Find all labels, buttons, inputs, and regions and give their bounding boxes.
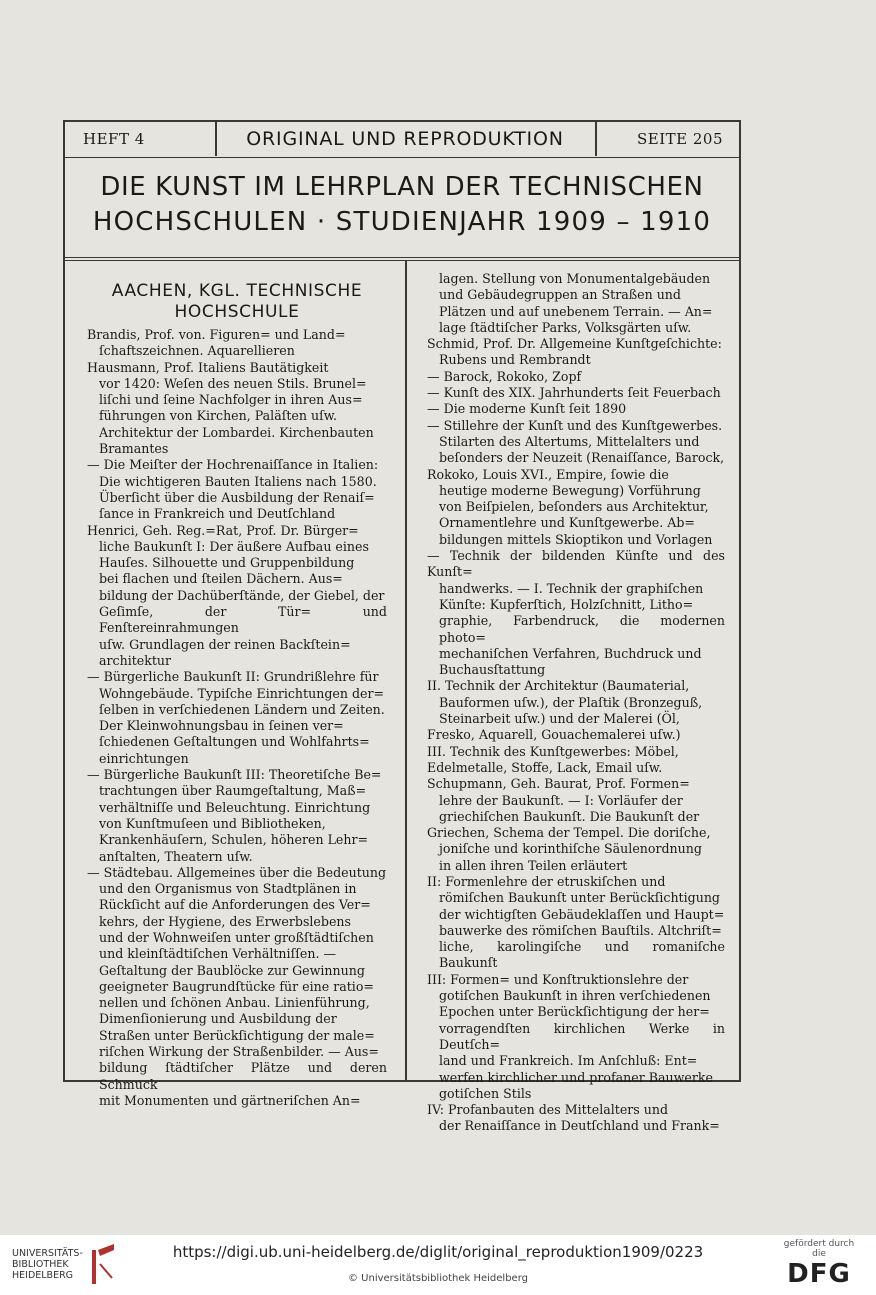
column-divider [405, 261, 407, 1081]
text-line: gotiſchen Stils [439, 1085, 532, 1101]
text-line: Stilarten des Altertums, Mittelalters und [439, 433, 700, 449]
text-line: und kleinſtädtiſchen Verhältniſſen. — [99, 946, 337, 962]
text-line: mechaniſchen Verfahren, Buchdruck und [439, 645, 702, 661]
left-column-text [87, 327, 387, 1109]
running-header [65, 122, 739, 158]
permalink-url[interactable]: https://digi.ub.uni-heidelberg.de/diglit/original_reproduktion1909/0223 [172, 1243, 704, 1261]
dfg-wordmark: DFG [787, 1259, 851, 1289]
text-line: Bramantes [99, 441, 169, 457]
text-line: bildungen mittels Skioptikon und Vorlagen [439, 531, 713, 547]
page-number: SEITE 205 [636, 130, 723, 148]
text-line: Epochen unter Berückſichtigung der her= [439, 1004, 710, 1020]
text-line: liſchi und ſeine Nachfolger in ihren Aus= [99, 392, 363, 408]
text-line: — Die moderne Kunſt ſeit 1890 [427, 401, 627, 417]
text-line: uſw. Grundlagen der reinen Backſtein= [99, 636, 351, 652]
text-line: kehrs, der Hygiene, des Erwerbslebens [99, 913, 351, 929]
right-column-text [427, 271, 725, 1135]
text-line: Rubens und Rembrandt [439, 352, 591, 368]
text-line: bildung der Dachüberſtände, der Giebel, der [99, 587, 385, 603]
text-line: bei flachen und ſteilen Dächern. Aus= [99, 571, 343, 587]
text-line: der Renaiſſance in Deutſchland und Frank= [439, 1118, 720, 1134]
text-line: riſchen Wirkung der Straßenbilder. — Aus= [99, 1044, 379, 1060]
text-line: land und Frankreich. Im Anſchluß: Ent= [439, 1053, 698, 1069]
text-line: Steinarbeit uſw.) und der Malerei (Öl, [439, 711, 680, 727]
text-line: Schupmann, Geh. Baurat, Prof. Formen= [427, 776, 690, 792]
text-line: lage ſtädtiſcher Parks, Volksgärten uſw. [439, 319, 692, 335]
text-line: Geſimſe, der Tür= und Fenſtereinrahmungen [99, 604, 387, 636]
text-line: und der Wohnweiſen unter großſtädtiſchen [99, 929, 374, 945]
text-line: vorragendſten kirchlichen Werke in Deutſch= [439, 1020, 725, 1052]
text-line: Bauformen uſw.), der Plaſtik (Bronzeguß, [439, 694, 703, 710]
article-body [65, 260, 739, 1134]
text-line: und Gebäudegruppen an Straßen und [439, 287, 681, 303]
text-line: architektur [99, 652, 172, 668]
text-line: lehre der Baukunſt. — I: Vorläufer der [439, 792, 683, 808]
text-line: Dimenſionierung und Ausbildung der [99, 1011, 337, 1027]
library-name-line-1: UNIVERSITÄTS- [12, 1248, 83, 1259]
text-line: — Technik der bildenden Künſte und des Kunſt= [427, 548, 725, 580]
text-line: griechiſchen Baukunſt. Die Baukunſt der [439, 808, 700, 824]
text-line: bauwerke des römiſchen Bauſtils. Altchriſt= [439, 922, 722, 938]
text-line: geeigneter Baugrundſtücke für eine ratio= [99, 978, 374, 994]
text-line: Die wichtigeren Bauten Italiens nach 1580. [99, 473, 377, 489]
title-line-2: HOCHSCHULEN · STUDIENJAHR 1909 – 1910 [92, 207, 712, 237]
text-line: — Stillehre der Kunſt und des Kunſtgewerbes. [427, 417, 723, 433]
text-line: anſtalten, Theatern uſw. [99, 848, 253, 864]
text-line: gotiſchen Baukunſt in ihren verſchiedenen [439, 988, 711, 1004]
text-line: Hauſes. Silhouette und Gruppenbildung [99, 555, 355, 571]
issue-label: HEFT 4 [83, 130, 145, 148]
text-line: — Die Meiſter der Hochrenaiſſance in Italien: [87, 457, 379, 473]
article-title [65, 158, 739, 258]
text-line: handwerks. — I. Technik der graphiſchen [439, 580, 704, 596]
text-line: — Städtebau. Allgemeines über die Bedeutung [87, 864, 387, 880]
text-line: führungen von Kirchen, Paläſten uſw. [99, 408, 338, 424]
text-line: Schmid, Prof. Dr. Allgemeine Kunſtgeſchichte: [427, 336, 722, 352]
page-frame [63, 120, 741, 1134]
text-line: trachtungen über Raumgeſtaltung, Maß= [99, 783, 367, 799]
text-line: Ornamentlehre und Kunſtgewerbe. Ab= [439, 515, 695, 531]
text-line: Hausmann, Prof. Italiens Bautätigkeit [87, 359, 329, 375]
text-line: IV: Profanbauten des Mittelalters und [427, 1102, 669, 1118]
text-line: liche Baukunſt I: Der äußere Aufbau eines [99, 538, 369, 554]
library-name-line-3: HEIDELBERG [12, 1270, 74, 1281]
text-line: verhältniſſe und Beleuchtung. Einrichtung [99, 799, 371, 815]
text-line: Künſte: Kupferſtich, Holzſchnitt, Litho= [439, 596, 694, 612]
text-line: römiſchen Baukunſt unter Berückſichtigung [439, 890, 720, 906]
copyright-notice: © Universitätsbibliothek Heidelberg [347, 1273, 528, 1284]
text-line: III. Technik des Kunſtgewerbes: Möbel, [427, 743, 679, 759]
text-line: Griechen, Schema der Tempel. Die doriſche, [427, 825, 711, 841]
text-line: in allen ihren Teilen erläutert [439, 857, 628, 873]
text-line: und den Organismus von Stadtplänen in [99, 881, 357, 897]
text-line: Brandis, Prof. von. Figuren= und Land= [87, 327, 346, 342]
text-line: Rokoko, Louis XVI., Empire, ſowie die [427, 466, 669, 482]
left-column [87, 281, 387, 1109]
text-line: von Beiſpielen, beſonders aus Architektur, [439, 499, 709, 515]
text-line: ſance in Frankreich und Deutſchland [99, 506, 336, 522]
text-line: einrichtungen [99, 750, 189, 766]
text-line: Der Kleinwohnungsbau in ſeinen ver= [99, 718, 344, 734]
text-line: der wichtigſten Gebäudeklaſſen und Haupt= [439, 906, 725, 922]
text-line: ſelben in verſchiedenen Ländern und Zeiten. [99, 701, 385, 717]
text-line: Geſtaltung der Baublöcke zur Gewinnung [99, 962, 365, 978]
text-line: Überſicht über die Ausbildung der Renaiſ= [99, 489, 375, 505]
text-line: Rückſicht auf die Anforderungen des Ver= [99, 897, 371, 913]
text-line: bildung ſtädtiſcher Plätze und deren Schmuck [99, 1060, 387, 1092]
heading-line-1: AACHEN, KGL. TECHNISCHE [111, 281, 363, 301]
text-line: Fresko, Aquarell, Gouachemalerei uſw.) [427, 727, 681, 743]
text-line: heutige moderne Bewegung) Vorführung [439, 482, 701, 498]
text-line: Architektur der Lombardei. Kirchenbauten [99, 424, 374, 440]
text-line: beſonders der Neuzeit (Renaiſſance, Barock, [439, 450, 725, 466]
heading-line-2: HOCHSCHULE [174, 302, 300, 322]
text-line: von Kunſtmuſeen und Bibliotheken, [99, 815, 326, 831]
text-line: graphie, Farbendruck, die modernen photo= [439, 613, 725, 645]
dfg-logo[interactable] [776, 1239, 862, 1289]
text-line: ſchaftszeichnen. Aquarellieren [99, 343, 295, 359]
text-line: lagen. Stellung von Monumentalgebäuden [439, 271, 711, 286]
text-line: Krankenhäuſern, Schulen, höheren Lehr= [99, 832, 369, 848]
text-line: Henrici, Geh. Reg.=Rat, Prof. Dr. Bürger= [87, 522, 359, 538]
text-line: Buchausſtattung [439, 662, 546, 678]
text-line: II: Formenlehre der etruskiſchen und [427, 873, 666, 889]
text-line: Straßen unter Berückſichtigung der male= [99, 1027, 375, 1043]
text-line: vor 1420: Weſen des neuen Stils. Brunel= [99, 375, 367, 391]
viewer-footer [0, 1235, 876, 1295]
text-line: joniſche und korinthiſche Säulenordnung [439, 841, 702, 857]
text-line: ſchiedenen Geſtaltungen und Wohlfahrts= [99, 734, 370, 750]
header-divider [595, 122, 597, 156]
journal-title: ORIGINAL UND REPRODUKTION [246, 128, 564, 150]
text-line: Plätzen und auf unebenem Terrain. — An= [439, 303, 713, 319]
text-line: — Barock, Rokoko, Zopf [427, 368, 582, 384]
text-line: liche, karolingiſche und romaniſche Baukunſt [439, 939, 725, 971]
text-line: — Kunſt des XIX. Jahrhunderts ſeit Feuerbach [427, 385, 721, 401]
text-line: mit Monumenten und gärtneriſchen An= [99, 1092, 361, 1108]
title-line-1: DIE KUNST IM LEHRPLAN DER TECHNISCHEN [100, 172, 704, 202]
text-line: III: Formen= und Konſtruktionslehre der [427, 971, 689, 987]
text-line: Wohngebäude. Typiſche Einrichtungen der= [99, 685, 385, 701]
funded-by-label: gefördert durch die [783, 1239, 855, 1259]
library-name-line-2: BIBLIOTHEK [12, 1259, 69, 1270]
text-line: — Bürgerliche Baukunſt III: Theoretiſche Be= [87, 767, 382, 783]
text-line: nellen und ſchönen Anbau. Linienführung, [99, 995, 370, 1011]
text-line: werfen kirchlicher und profaner Bauwerke [439, 1069, 713, 1085]
text-line: II. Technik der Architektur (Baumaterial, [427, 678, 690, 694]
text-line: — Bürgerliche Baukunſt II: Grundrißlehre für [87, 669, 379, 685]
right-column [427, 271, 725, 1135]
section-heading [87, 281, 387, 323]
text-line: Edelmetalle, Stoffe, Lack, Email uſw. [427, 759, 663, 775]
